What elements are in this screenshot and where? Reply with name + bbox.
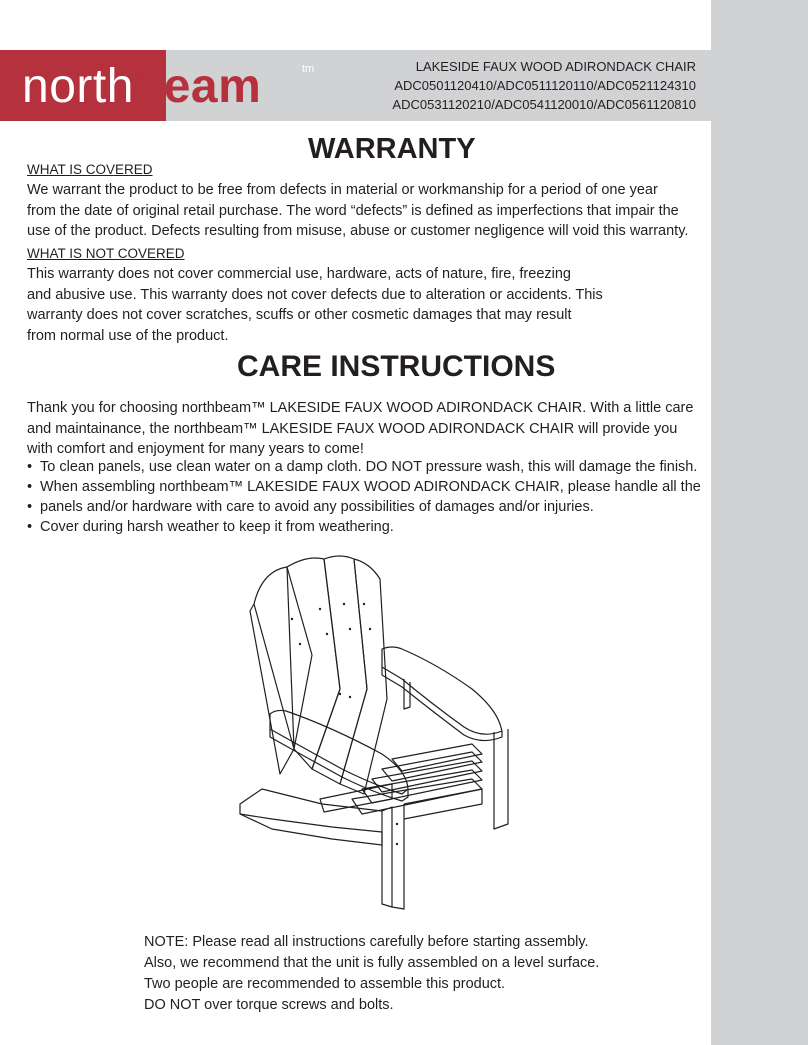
logo-bold-text: beam — [133, 60, 262, 113]
back-slat — [312, 556, 367, 784]
covered-paragraph — [27, 180, 688, 242]
model-line: ADC0531120210/ADC0541120010/ADC0561120810 — [392, 97, 696, 112]
logo-light-text: north — [22, 60, 134, 113]
left-armrest — [270, 710, 408, 794]
left-front-leg-edge — [382, 832, 392, 907]
left-runner — [240, 789, 382, 832]
note-line: Also, we recommend that the unit is fully assembled on a level surface. — [144, 955, 600, 971]
care-bullet-continuation: • panels and/or hardware with care to avoid any possibilities of damages and/or injuries. — [27, 497, 701, 517]
care-intro — [27, 398, 693, 460]
paragraph-line: This warranty does not cover commercial use, hardware, acts of nature, fire, freezing — [27, 266, 571, 282]
not-covered-paragraph — [27, 264, 603, 346]
care-bullet: • When assembling northbeam™ LAKESIDE FAUX WOOD ADIRONDACK CHAIR, please handle all the — [27, 477, 701, 497]
assembly-note — [144, 932, 599, 1016]
note-line: NOTE: Please read all instructions carefully before starting assembly. — [144, 934, 589, 950]
paragraph-line: and abusive use. This warranty does not cover defects due to alteration or accidents. This — [27, 286, 603, 303]
not-covered-heading: WHAT IS NOT COVERED — [27, 246, 185, 261]
note-line: Two people are recommended to assemble this product. — [144, 976, 506, 992]
northbeam-logo — [22, 57, 261, 117]
product-name: LAKESIDE FAUX WOOD ADIRONDACK CHAIR — [415, 59, 696, 74]
paragraph-line: with comfort and enjoyment for many years to come! — [27, 441, 364, 458]
covered-heading: WHAT IS COVERED — [27, 162, 153, 177]
paragraph-line: from normal use of the product. — [27, 327, 229, 344]
warranty-title: WARRANTY — [308, 133, 476, 165]
paragraph-line: and maintainance, the northbeam™ LAKESIDE FAUX WOOD ADIRONDACK CHAIR will provide you — [27, 420, 678, 437]
adirondack-chair-illustration — [232, 549, 522, 919]
care-title: CARE INSTRUCTIONS — [237, 350, 556, 383]
right-front-leg — [494, 729, 508, 829]
paragraph-line: from the date of original retail purchase. The word “defects” is defined as imperfections that impair the — [27, 202, 679, 219]
back-slat — [254, 567, 312, 749]
paragraph-line: Thank you for choosing northbeam™ LAKESIDE FAUX WOOD ADIRONDACK CHAIR. With a little care — [27, 400, 694, 416]
paragraph-line: warranty does not cover scratches, scuffs or other cosmetic damages that may result — [27, 307, 572, 324]
left-front-leg — [382, 804, 404, 909]
back-slat — [340, 559, 387, 794]
care-bullet: • Cover during harsh weather to keep it from weathering. — [27, 517, 701, 537]
right-armrest — [382, 647, 502, 734]
paragraph-line: We warrant the product to be free from defects in material or workmanship for a period of one year — [27, 182, 658, 198]
side-strip — [711, 0, 808, 1045]
trademark: tm — [302, 63, 315, 75]
care-bullets — [27, 457, 701, 537]
model-line: ADC0501120410/ADC0511120110/ADC0521124310 — [394, 78, 696, 93]
product-header — [392, 57, 696, 114]
left-armrest-edge — [270, 729, 408, 801]
back-slat — [287, 558, 340, 769]
note-line: DO NOT over torque screws and bolts. — [144, 997, 394, 1013]
care-bullet: • To clean panels, use clean water on a damp cloth. DO NOT pressure wash, this will damage the finish. — [27, 457, 701, 477]
back-edge — [250, 604, 294, 774]
paragraph-line: use of the product. Defects resulting from misuse, abuse or customer negligence will void this warranty. — [27, 223, 689, 240]
